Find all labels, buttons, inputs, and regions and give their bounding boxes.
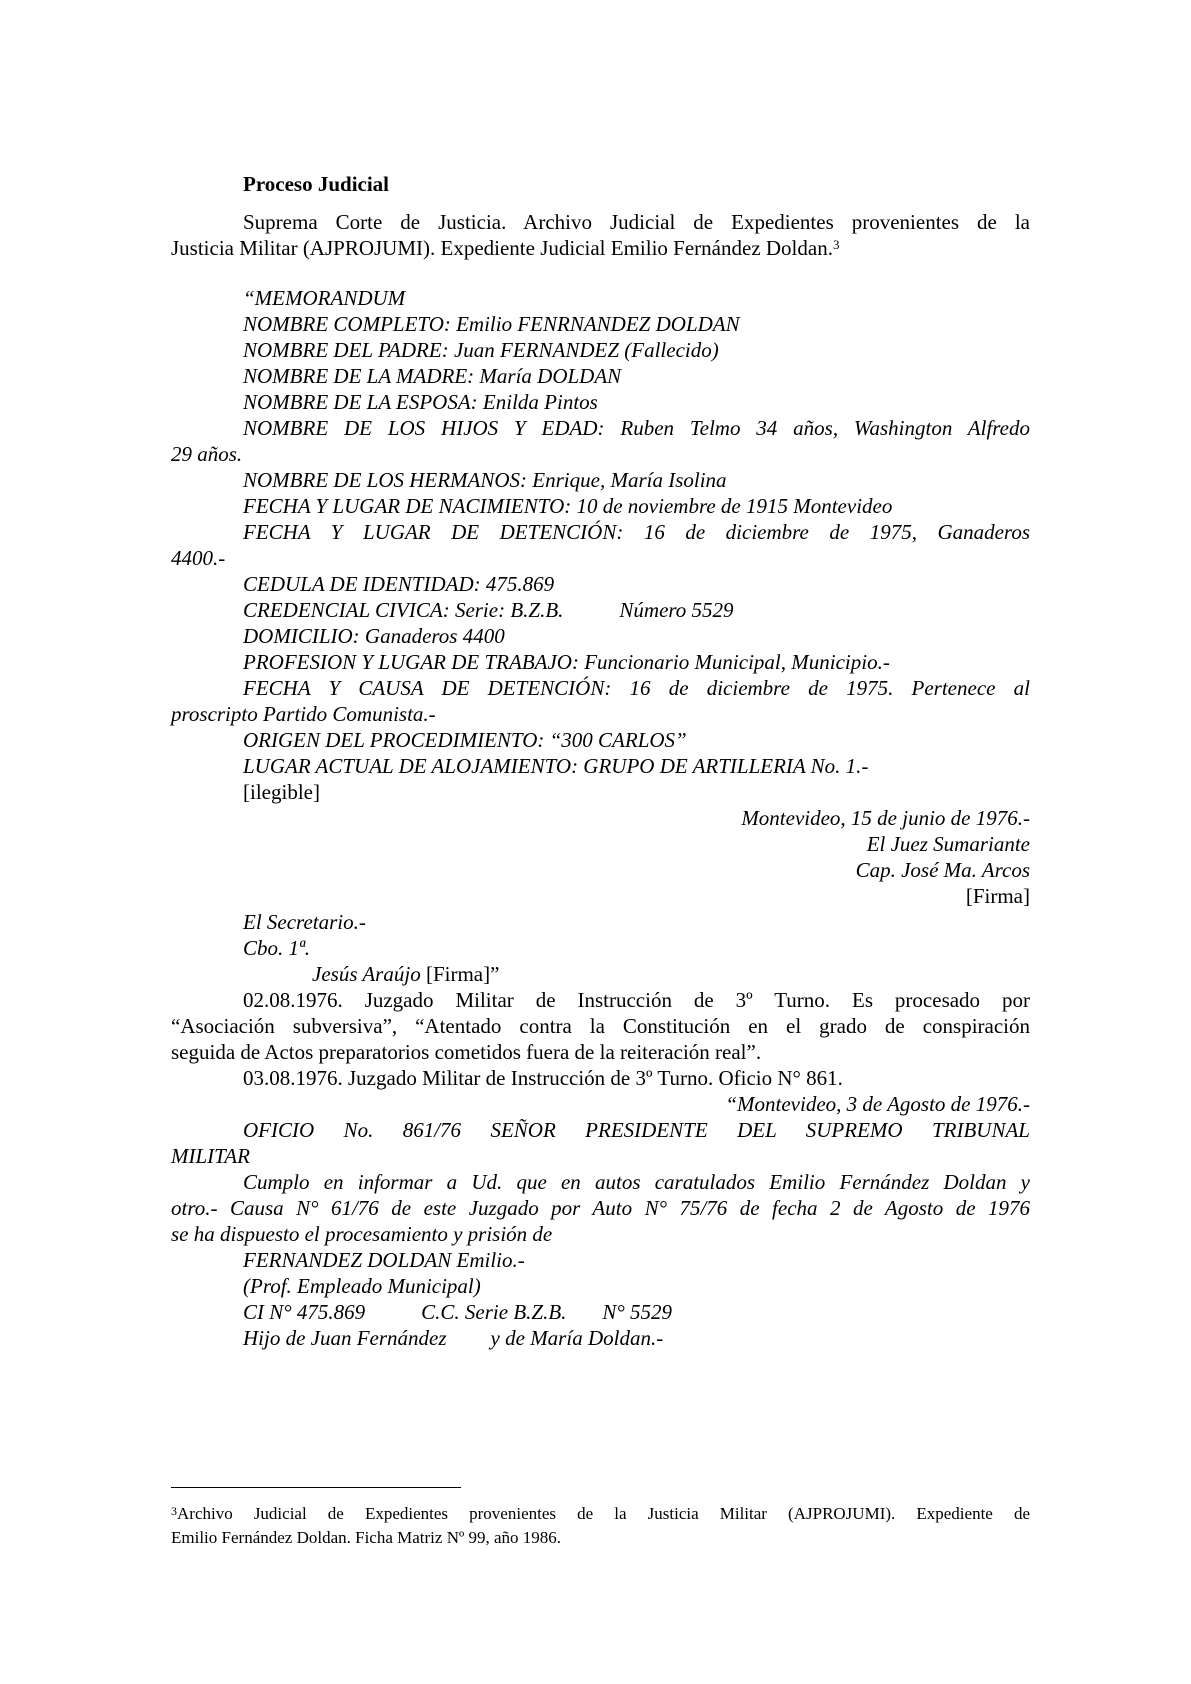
memo-credencial-numero: Número 5529 [619,598,734,622]
memo-hijos-line-2: 29 años. [171,442,243,466]
procesado-padre: Hijo de Juan Fernández [243,1326,447,1350]
memo-hijos-line-1: NOMBRE DE LOS HIJOS Y EDAD: Ruben Telmo 34 años, Washington Alfredo [243,416,1030,440]
memo-causa-line-2: proscripto Partido Comunista.- [171,702,436,726]
footnote-number: 3 [171,1504,177,1518]
proceso-p1-line-1: 02.08.1976. Juzgado Militar de Instrucción de 3º Turno. Es procesado por [243,988,1030,1012]
proceso-p1-line-2: “Asociación subversiva”, “Atentado contra la Constitución en el grado de conspiración [171,1014,1030,1038]
memo-madre: NOMBRE DE LA MADRE: María DOLDAN [243,364,622,388]
memo-araujo [312,961,1030,988]
procesado-ci-number: CI N° 475.869 [243,1300,366,1324]
proceso-p1-line-3: seguida de Actos preparatorios cometidos fuera de la reiteración real”. [171,1040,762,1064]
procesado-nombre: FERNANDEZ DOLDAN Emilio.- [243,1248,525,1272]
intro-line-1: Suprema Corte de Justicia. Archivo Judicial de Expedientes provenientes de la [243,210,1030,234]
document-page [171,0,1030,1684]
procesado-cc-numero: N° 5529 [602,1300,673,1324]
memo-secretario: El Secretario.- [243,910,366,934]
procesado-filiacion [243,1325,1030,1352]
memo-capitan: Cap. José Ma. Arcos [855,858,1030,882]
procesado-ci [243,1299,1030,1326]
oficio-line-2: MILITAR [171,1144,250,1168]
cumplo-line-3: se ha dispuesto el procesamiento y prisión de [171,1222,553,1246]
procesado-cc-serie: C.C. Serie B.Z.B. [421,1300,567,1324]
footnote-reference: 3 [832,237,840,252]
memo-padre: NOMBRE DEL PADRE: Juan FERNANDEZ (Fallecido) [243,338,719,362]
memo-domicilio: DOMICILIO: Ganaderos 4400 [243,624,505,648]
memo-title: “MEMORANDUM [243,286,406,310]
memo-detencion-line-1: FECHA Y LUGAR DE DETENCIÓN: 16 de diciembre de 1975, Ganaderos [243,520,1030,544]
memo-ilegible: [ilegible] [243,780,320,804]
memo-nombre-completo: NOMBRE COMPLETO: Emilio FENRNANDEZ DOLDAN [243,312,740,336]
proceso-p2-date: “Montevideo, 3 de Agosto de 1976.- [725,1092,1030,1116]
footnote-line-2: Emilio Fernández Doldan. Ficha Matriz Nº 99, año 1986. [171,1528,562,1547]
cumplo-line-1: Cumplo en informar a Ud. que en autos caratulados Emilio Fernández Doldan y [243,1170,1030,1194]
memo-causa-line-1: FECHA Y CAUSA DE DETENCIÓN: 16 de diciembre de 1975. Pertenece al [243,676,1030,700]
procesado-madre: y de María Doldan.- [490,1326,664,1350]
footnote-line-1-text: Archivo Judicial de Expedientes provenientes de la Justicia Militar (AJPROJUMI). Expediente de [177,1504,1030,1523]
memo-cbo: Cbo. 1ª. [243,936,311,960]
memo-araujo-firma: [Firma]” [420,962,500,986]
section-heading: Proceso Judicial [243,172,390,196]
memo-araujo-name: Jesús Araújo [312,962,421,986]
memo-esposa: NOMBRE DE LA ESPOSA: Enilda Pintos [243,390,598,414]
memo-firma: [Firma] [965,884,1030,908]
memo-juez: El Juez Sumariante [866,832,1030,856]
memo-cedula: CEDULA DE IDENTIDAD: 475.869 [243,572,555,596]
memo-credencial-serie: CREDENCIAL CIVICA: Serie: B.Z.B. [243,598,564,622]
memo-nacimiento: FECHA Y LUGAR DE NACIMIENTO: 10 de noviembre de 1915 Montevideo [243,494,893,518]
memo-fecha-firma: Montevideo, 15 de junio de 1976.- [741,806,1030,830]
procesado-profesion: (Prof. Empleado Municipal) [243,1274,481,1298]
memo-origen: ORIGEN DEL PROCEDIMIENTO: “300 CARLOS” [243,728,687,752]
intro-line-2-text: Justicia Militar (AJPROJUMI). Expediente Judicial Emilio Fernández Doldan. [171,236,833,260]
footnote-divider [171,1487,461,1488]
memo-detencion-line-2: 4400.- [171,546,226,570]
footnote-line-1 [171,1503,1030,1525]
cumplo-line-2: otro.- Causa N° 61/76 de este Juzgado por Auto N° 75/76 de fecha 2 de Agosto de 1976 [171,1196,1030,1220]
oficio-line-1: OFICIO No. 861/76 SEÑOR PRESIDENTE DEL SUPREMO TRIBUNAL [243,1118,1030,1142]
memo-credencial [243,597,1030,624]
intro-line-2 [171,235,1030,262]
memo-profesion: PROFESION Y LUGAR DE TRABAJO: Funcionario Municipal, Municipio.- [243,650,890,674]
proceso-p2: 03.08.1976. Juzgado Militar de Instrucción de 3º Turno. Oficio N° 861. [243,1066,843,1090]
memo-lugar: LUGAR ACTUAL DE ALOJAMIENTO: GRUPO DE ARTILLERIA No. 1.- [243,754,869,778]
memo-hermanos: NOMBRE DE LOS HERMANOS: Enrique, María Isolina [243,468,727,492]
